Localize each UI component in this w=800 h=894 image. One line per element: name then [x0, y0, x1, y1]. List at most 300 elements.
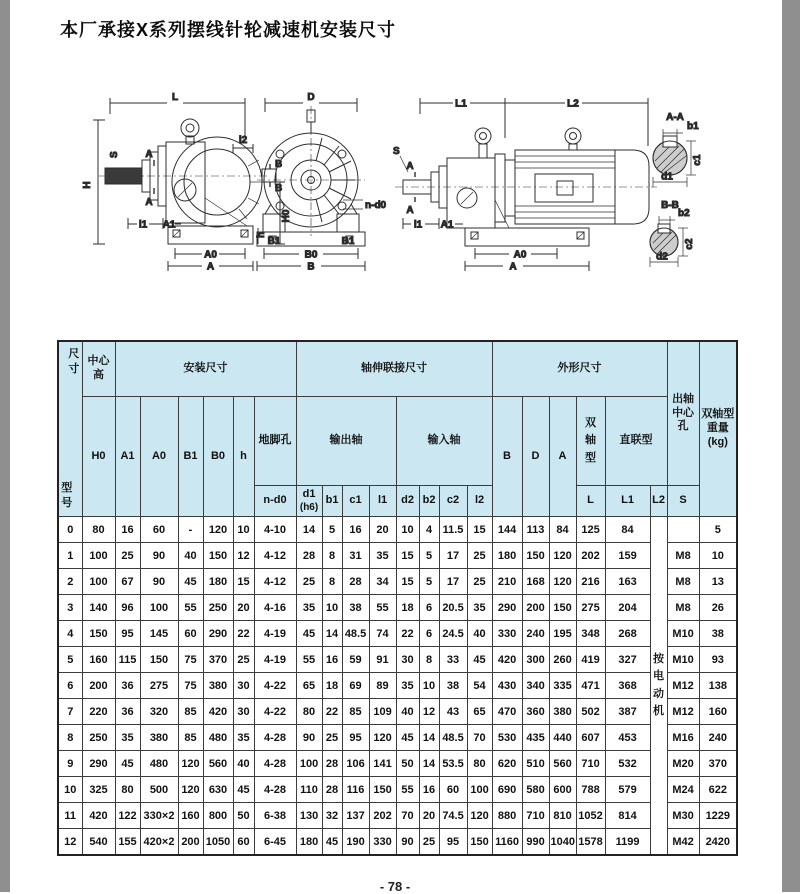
technical-drawings [57, 78, 760, 290]
section-label-B-lower: B [275, 183, 283, 194]
table-cell: 40 [396, 699, 419, 725]
dim-label-H: H [82, 181, 93, 189]
col-header-n-d0: n-d0 [254, 486, 296, 517]
table-cell: 10 [322, 595, 342, 621]
table-cell: 93 [699, 647, 737, 673]
table-cell: 420 [82, 803, 115, 829]
table-cell: 380 [549, 699, 576, 725]
table-cell: 471 [576, 673, 605, 699]
table-cell: 6 [58, 673, 82, 699]
table-cell: 80 [82, 517, 115, 543]
table-cell: 90 [140, 543, 178, 569]
table-cell: 530 [492, 725, 522, 751]
table-cell: 91 [369, 647, 396, 673]
table-cell: 43 [439, 699, 467, 725]
table-cell: M8 [667, 543, 699, 569]
table-cell: 35 [396, 673, 419, 699]
table-cell: 6 [419, 595, 439, 621]
table-cell: 45 [296, 621, 322, 647]
table-cell: 380 [140, 725, 178, 751]
table-cell: 84 [549, 517, 576, 543]
table-cell: 100 [140, 595, 178, 621]
table-cell: 36 [115, 699, 140, 725]
table-cell: 69 [342, 673, 369, 699]
corner-cell [58, 341, 82, 517]
table-cell: 190 [342, 829, 369, 856]
dim-label-B1-left: B1 [267, 236, 281, 247]
table-cell: 33 [439, 647, 467, 673]
table-cell: 4-28 [254, 725, 296, 751]
table-cell: M8 [667, 595, 699, 621]
table-cell: 60 [439, 777, 467, 803]
table-cell: 150 [549, 595, 576, 621]
dim-label-A1-motor: A1 [440, 219, 454, 231]
header-direct-link-type: 直联型 [605, 397, 667, 486]
table-cell: 4-19 [254, 621, 296, 647]
table-cell: 502 [576, 699, 605, 725]
header-input-shaft: 输入轴 [396, 397, 492, 486]
table-cell: 31 [342, 543, 369, 569]
drawing-section-BB [650, 200, 695, 267]
table-cell: M10 [667, 647, 699, 673]
header-double-shaft-weight [699, 341, 737, 517]
table-cell: 38 [699, 621, 737, 647]
table-cell: 95 [342, 725, 369, 751]
table-cell: 22 [233, 621, 254, 647]
table-cell: M8 [667, 569, 699, 595]
table-cell: 540 [82, 829, 115, 856]
table-cell: 2 [58, 569, 82, 595]
table-cell: 17 [439, 569, 467, 595]
table-cell: 150 [522, 543, 549, 569]
table-cell: 14 [419, 751, 439, 777]
table-cell: 1050 [203, 829, 233, 856]
table-cell: 15 [396, 569, 419, 595]
table-cell: 16 [322, 647, 342, 673]
table-row [58, 777, 737, 803]
table-cell: 814 [605, 803, 650, 829]
dim-label-A1: A1 [162, 219, 176, 231]
table-cell: 59 [342, 647, 369, 673]
col-header-c1: c1 [342, 486, 369, 517]
table-cell: 290 [82, 751, 115, 777]
drawing-motor-view [393, 98, 657, 273]
table-cell: 290 [492, 595, 522, 621]
table-cell: 14 [322, 621, 342, 647]
table-cell: 120 [178, 751, 203, 777]
table-cell: 28 [322, 777, 342, 803]
dim-label-d1: d1 [661, 171, 673, 183]
table-cell: 40 [233, 751, 254, 777]
table-cell: 4-10 [254, 517, 296, 543]
table-cell: 440 [549, 725, 576, 751]
reducer-drawings-svg [57, 78, 760, 290]
table-cell: 55 [178, 595, 203, 621]
table-cell: 14 [296, 517, 322, 543]
col-header-d2: d2 [396, 486, 419, 517]
dim-label-h: h [256, 231, 267, 238]
table-cell: 810 [549, 803, 576, 829]
table-cell: 204 [605, 595, 650, 621]
viewer-gutter-right [782, 0, 800, 892]
table-cell: 28 [296, 543, 322, 569]
table-cell: 25 [467, 543, 492, 569]
table-cell: 532 [605, 751, 650, 777]
table-cell: 330 [492, 621, 522, 647]
table-cell: 80 [296, 699, 322, 725]
table-cell: 60 [178, 621, 203, 647]
table-cell: 370 [699, 751, 737, 777]
col-header-A: A [549, 397, 576, 517]
motor-note-text: 按电动机 [653, 653, 665, 717]
table-cell: 45 [233, 777, 254, 803]
col-header-D: D [522, 397, 549, 517]
table-cell: 150 [82, 621, 115, 647]
table-cell: 330 [369, 829, 396, 856]
table-cell: 7 [58, 699, 82, 725]
table-cell: 630 [203, 777, 233, 803]
table-cell: 96 [115, 595, 140, 621]
table-cell: 1052 [576, 803, 605, 829]
table-cell: 36 [115, 673, 140, 699]
table-cell: 12 [419, 699, 439, 725]
col-header-B1: B1 [178, 397, 203, 517]
table-cell: M30 [667, 803, 699, 829]
table-cell: 120 [467, 803, 492, 829]
table-cell: 4-12 [254, 569, 296, 595]
table-cell: 75 [178, 673, 203, 699]
table-cell: 38 [439, 673, 467, 699]
col-header-L2: L2 [650, 486, 667, 517]
table-cell: 275 [140, 673, 178, 699]
table-cell: 24.5 [439, 621, 467, 647]
table-cell: 202 [576, 543, 605, 569]
table-cell: 67 [115, 569, 140, 595]
table-cell: 130 [296, 803, 322, 829]
table-cell: 300 [522, 647, 549, 673]
table-cell: 32 [322, 803, 342, 829]
dim-label-A-motor: A [509, 261, 517, 273]
table-cell: 990 [522, 829, 549, 856]
table-cell: 360 [522, 699, 549, 725]
dim-label-A0-motor: A0 [513, 249, 527, 261]
section-label-A-upper-motor: A [406, 161, 414, 172]
table-cell: 8 [322, 569, 342, 595]
table-row [58, 829, 737, 856]
page-number: - 78 - [379, 879, 411, 894]
table-cell: 30 [233, 673, 254, 699]
table-cell: 113 [522, 517, 549, 543]
table-row [58, 725, 737, 751]
table-cell: 20 [233, 595, 254, 621]
section-title-BB: B-B [661, 200, 679, 211]
table-cell: 9 [58, 751, 82, 777]
table-cell: 5 [699, 517, 737, 543]
table-cell: 453 [605, 725, 650, 751]
dim-label-c1: c1 [692, 154, 703, 166]
table-cell: 380 [203, 673, 233, 699]
table-cell: 115 [115, 647, 140, 673]
table-cell: 17 [439, 543, 467, 569]
table-cell: 387 [605, 699, 650, 725]
table-cell: 880 [492, 803, 522, 829]
table-cell: 45 [178, 569, 203, 595]
table-cell: 8 [58, 725, 82, 751]
table-cell: 70 [396, 803, 419, 829]
corner-label-model: 型号 [61, 482, 73, 510]
table-cell: 14 [419, 725, 439, 751]
table-cell: 90 [396, 829, 419, 856]
table-cell: 70 [467, 725, 492, 751]
table-cell: M16 [667, 725, 699, 751]
table-cell: 4-22 [254, 699, 296, 725]
table-cell: 137 [342, 803, 369, 829]
table-cell: 120 [549, 569, 576, 595]
table-cell: 25 [419, 829, 439, 856]
table-cell: 4 [58, 621, 82, 647]
header-install-dims: 安装尺寸 [115, 341, 296, 397]
table-cell: M10 [667, 621, 699, 647]
table-cell: 622 [699, 777, 737, 803]
table-cell: M42 [667, 829, 699, 856]
dim-label-l2: l2 [238, 135, 248, 146]
table-cell: 200 [82, 673, 115, 699]
table-cell [667, 517, 699, 543]
col-header-A0: A0 [140, 397, 178, 517]
page-title: 本厂承接X系列摆线针轮减速机安装尺寸 [60, 20, 397, 40]
table-cell: 195 [549, 621, 576, 647]
table-cell: 38 [342, 595, 369, 621]
table-cell: 84 [605, 517, 650, 543]
table-cell: 13 [699, 569, 737, 595]
table-cell: 419 [576, 647, 605, 673]
corner-label-size: 尺寸 [68, 348, 80, 375]
table-cell: 48.5 [342, 621, 369, 647]
dim-label-L: L [171, 92, 179, 103]
table-cell: 85 [178, 699, 203, 725]
header-double-shaft-type [576, 397, 605, 486]
table-cell: 150 [369, 777, 396, 803]
dim-label-H0: H0 [281, 209, 292, 223]
table-cell: M20 [667, 751, 699, 777]
table-cell: 90 [296, 725, 322, 751]
table-cell: 168 [522, 569, 549, 595]
table-cell: 620 [492, 751, 522, 777]
table-cell: 120 [549, 543, 576, 569]
table-cell: 34 [369, 569, 396, 595]
table-cell: M12 [667, 699, 699, 725]
col-header-d1-main: d1 [302, 487, 316, 500]
table-cell: 100 [82, 543, 115, 569]
table-cell: 106 [342, 751, 369, 777]
dim-label-n-d0: n-d0 [365, 200, 387, 211]
table-cell: 4-22 [254, 673, 296, 699]
header-weight-line2: 重量 [706, 422, 729, 435]
table-cell: 25 [233, 647, 254, 673]
table-cell: 800 [203, 803, 233, 829]
table-cell: 1199 [605, 829, 650, 856]
table-cell: 5 [58, 647, 82, 673]
table-cell: 210 [492, 569, 522, 595]
table-cell: 1040 [549, 829, 576, 856]
table-cell: 10 [419, 673, 439, 699]
table-cell: 163 [605, 569, 650, 595]
table-cell: 15 [467, 517, 492, 543]
table-cell: 500 [140, 777, 178, 803]
table-cell: 200 [178, 829, 203, 856]
table-cell: 3 [58, 595, 82, 621]
table-cell: - [178, 517, 203, 543]
table-cell: 202 [369, 803, 396, 829]
dim-label-d2: d2 [656, 251, 668, 263]
table-cell: 18 [396, 595, 419, 621]
table-row [58, 647, 737, 673]
table-cell: 290 [203, 621, 233, 647]
table-cell: 74.5 [439, 803, 467, 829]
col-header-S: S [667, 486, 699, 517]
table-cell: 607 [576, 725, 605, 751]
table-cell: 320 [140, 699, 178, 725]
section-label-A-lower-motor: A [406, 205, 414, 216]
col-header-B: B [492, 397, 522, 517]
table-cell: 710 [522, 803, 549, 829]
table-cell: 250 [82, 725, 115, 751]
table-cell: 420 [492, 647, 522, 673]
table-cell: 560 [203, 751, 233, 777]
table-cell: 6-38 [254, 803, 296, 829]
table-cell: 120 [178, 777, 203, 803]
dim-label-D: D [307, 92, 315, 103]
col-header-L: L [576, 486, 605, 517]
header-shaft-connect-dims: 轴伸联接尺寸 [296, 341, 492, 397]
table-cell: 6-45 [254, 829, 296, 856]
table-cell: 40 [178, 543, 203, 569]
header-weight-line3: (kg) [707, 435, 728, 448]
table-row [58, 543, 737, 569]
table-cell: 141 [369, 751, 396, 777]
table-cell: 65 [467, 699, 492, 725]
header-outline-dims: 外形尺寸 [492, 341, 667, 397]
table-cell: 4 [419, 517, 439, 543]
dim-label-S-motor: S [393, 146, 400, 157]
dim-label-b1: b1 [687, 121, 699, 132]
table-cell: 50 [233, 803, 254, 829]
dim-label-l1: l1 [138, 219, 148, 231]
table-cell: 28 [322, 751, 342, 777]
table-cell: 74 [369, 621, 396, 647]
table-cell: 480 [203, 725, 233, 751]
table-cell: 340 [522, 673, 549, 699]
dim-label-B0: B0 [304, 249, 318, 261]
col-header-l1: l1 [369, 486, 396, 517]
table-cell: 20 [369, 517, 396, 543]
table-cell: 327 [605, 647, 650, 673]
table-row [58, 569, 737, 595]
table-cell: 15 [396, 543, 419, 569]
table-cell: 85 [178, 725, 203, 751]
table-cell: 325 [82, 777, 115, 803]
table-cell: 200 [522, 595, 549, 621]
table-cell: 1229 [699, 803, 737, 829]
table-cell: 470 [492, 699, 522, 725]
table-cell: 75 [178, 647, 203, 673]
section-label-B-upper: B [275, 159, 283, 170]
table-cell: 116 [342, 777, 369, 803]
section-label-A-lower: A [145, 197, 153, 208]
table-cell: 12 [58, 829, 82, 856]
table-cell: 55 [369, 595, 396, 621]
table-cell: M12 [667, 673, 699, 699]
dimension-table [57, 340, 738, 856]
table-cell: 48.5 [439, 725, 467, 751]
table-cell: 180 [203, 569, 233, 595]
table-cell: 35 [115, 725, 140, 751]
table-cell: 430 [492, 673, 522, 699]
table-cell: M24 [667, 777, 699, 803]
table-cell: 180 [296, 829, 322, 856]
table-cell: 216 [576, 569, 605, 595]
table-cell: 275 [576, 595, 605, 621]
table-cell: 45 [396, 725, 419, 751]
table-cell: 435 [522, 725, 549, 751]
col-header-h: h [233, 397, 254, 517]
table-cell: 370 [203, 647, 233, 673]
table-cell: 16 [342, 517, 369, 543]
table-cell: 510 [522, 751, 549, 777]
table-cell: 579 [605, 777, 650, 803]
header-weight-line1: 双轴型 [701, 408, 735, 421]
col-header-b2: b2 [419, 486, 439, 517]
table-cell: 159 [605, 543, 650, 569]
table-cell: 110 [296, 777, 322, 803]
dim-label-A0: A0 [204, 249, 217, 261]
table-cell: 160 [82, 647, 115, 673]
table-cell: 25 [115, 543, 140, 569]
section-title-AA: A-A [666, 112, 684, 123]
table-cell: 8 [322, 543, 342, 569]
table-cell: 250 [203, 595, 233, 621]
table-cell: 120 [369, 725, 396, 751]
table-cell: 10 [58, 777, 82, 803]
table-cell: 4-28 [254, 751, 296, 777]
table-cell: 35 [369, 543, 396, 569]
table-cell: 560 [549, 751, 576, 777]
table-cell: 65 [296, 673, 322, 699]
dim-label-S: S [109, 151, 120, 158]
table-cell: 35 [296, 595, 322, 621]
table-cell: 4-19 [254, 647, 296, 673]
col-header-L1: L1 [605, 486, 650, 517]
dim-label-B: B [307, 261, 315, 273]
table-cell: 4-28 [254, 777, 296, 803]
table-cell: 60 [233, 829, 254, 856]
table-cell: 120 [203, 517, 233, 543]
table-cell: 4-16 [254, 595, 296, 621]
table-cell: 55 [396, 777, 419, 803]
table-cell: 335 [549, 673, 576, 699]
table-cell: 5 [419, 569, 439, 595]
table-row [58, 803, 737, 829]
table-cell: 10 [233, 517, 254, 543]
table-cell: 60 [140, 517, 178, 543]
col-header-B0: B0 [203, 397, 233, 517]
table-cell: 90 [140, 569, 178, 595]
table-cell: 11 [58, 803, 82, 829]
table-cell: 54 [467, 673, 492, 699]
table-cell: 109 [369, 699, 396, 725]
table-cell: 45 [322, 829, 342, 856]
dim-label-B1-right: B1 [341, 236, 355, 247]
